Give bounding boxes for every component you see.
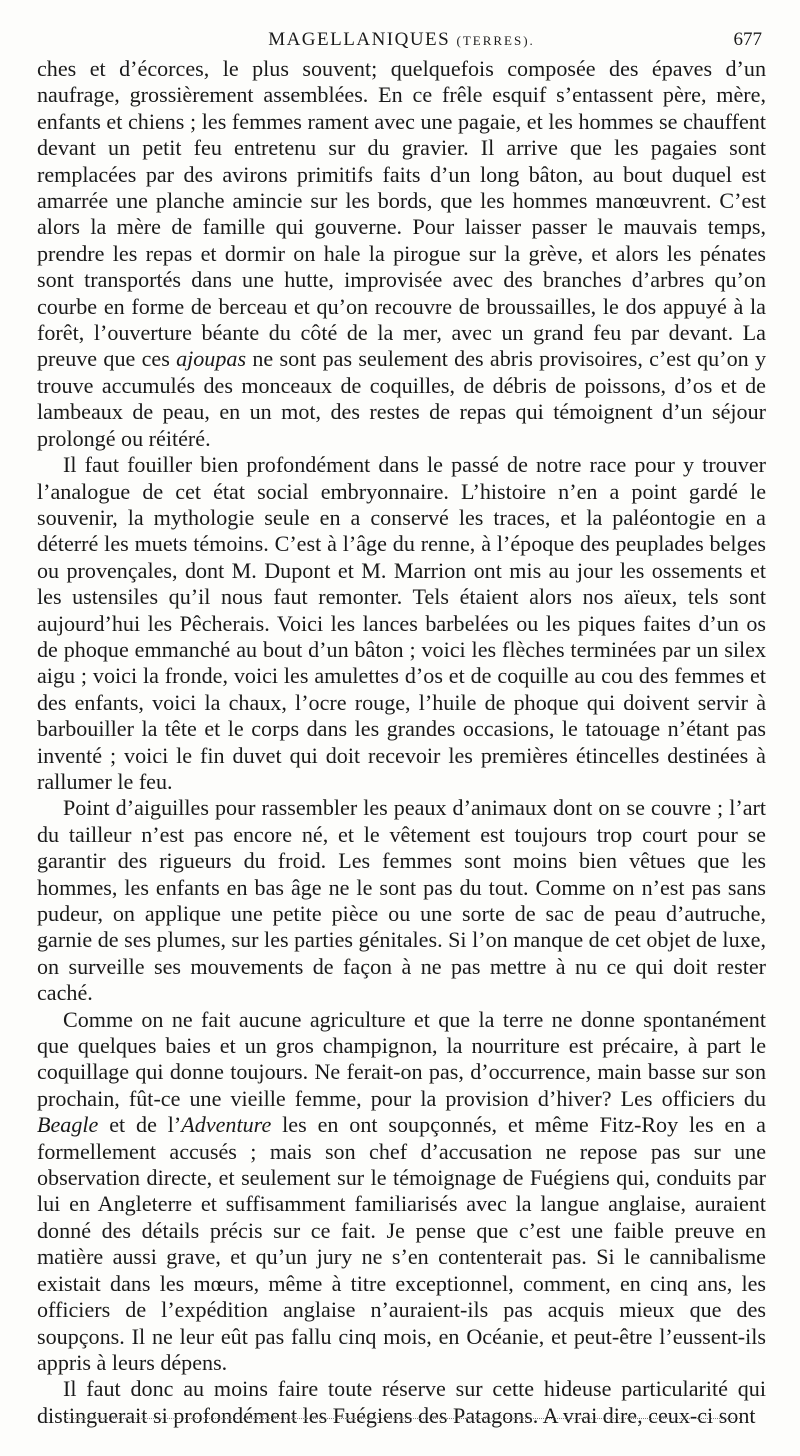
running-header [37,0,766,50]
text-run: et de l’ [98,1112,182,1138]
footer-rule [64,1418,742,1419]
text-run: ches et d’écorces, le plus souvent; quelquefois composée des épaves d’un naufrage, grossièrement assemblées. En ce frêle esquif s’entassent père, mère, enfants et chiens ; les femmes rament avec une pagaie, et les hommes se chauffent devant un petit feu entretenu sur du gravier. Il arrive que les pagaies sont remplacées par des avirons primitifs faits d’un long bâton, au bout duquel est amarrée une planche amincie sur les bords, que les hommes manœuvrent. C’est alors la mère de famille qui gouverne. Pour laisser passer le mauvais temps, prendre les repas et dormir on hale la pirogue sur la grève, et alors les pénates sont transportés dans une hutte, improvisée avec des branches d’arbres qu’on courbe en forme de berceau et qu’on recouvre de broussailles, le dos appuyé à la forêt, l’ouverture béante du côté de la mer, avec un grand feu par devant. La preuve que ces [37,56,766,372]
text-run: Il faut donc au moins faire toute réserve sur cette hideuse particularité qui distinguerait si profondément les Fuégiens des Patagons. A vrai dire, ceux-ci sont [37,1376,766,1428]
text-run: Il faut fouiller bien profondément dans le passé de notre race pour y trouver l’analogue de cet état social embryonnaire. L’histoire n’en a point gardé le souvenir, la mythologie seule en a conservé les traces, et la paléontogie en a déterré les muets témoins. C’est à l’âge du renne, à l’époque des peuplades belges ou provençales, dont M. Dupont et M. Marrion ont mis au jour les ossements et les ustensiles qu’il nous faut remonter. Tels étaient alors nos aïeux, tels sont aujourd’hui les Pêcherais. Voici les lances barbelées ou les piques faites d’un os de phoque emmanché au bout d’un bâton ; voici les flèches terminées par un silex aigu ; voici la fronde, voici les amulettes d’os et de coquille au cou des femmes et des enfants, voici la chaux, l’ocre rouge, l’huile de phoque qui doivent servir à barbouiller la tête et le corps dans les grandes occasions, le tatouage n’étant pas inventé ; voici le fin duvet qui doit recevoir les premières étincelles destinées à rallumer le feu. [37,452,766,794]
page-number: 677 [733,29,762,50]
body-text [37,56,766,1429]
running-title-main: MAGELLANIQUES [268,29,451,50]
italic-text: ajoupas [176,346,247,372]
running-title [37,29,766,51]
italic-text: Beagle [37,1112,99,1138]
italic-text: Adventure [181,1112,272,1138]
paragraph [37,1376,766,1429]
paragraph [37,1007,766,1377]
paragraph [37,795,766,1006]
paragraph [37,452,766,795]
running-title-sub: (TERRES). [456,33,535,48]
text-run: Point d’aiguilles pour rassembler les peaux d’animaux dont on se couvre ; l’art du tailleur n’est pas encore né, et le vêtement est toujours trop court pour se garantir des rigueurs du froid. Les femmes sont moins bien vêtues que les hommes, les enfants en bas âge ne le sont pas du tout. Comme on n’est pas sans pudeur, on applique une petite pièce ou une sorte de sac de peau d’autruche, garnie de ses plumes, sur les parties génitales. Si l’on manque de cet objet de luxe, on surveille ses mouvements de façon à ne pas mettre à nu ce qui doit rester caché. [37,795,766,1006]
paragraph [37,56,766,452]
text-run: les en ont soupçonnés, et même Fitz-Roy les en a formellement accusés ; mais son chef d’accusation ne repose pas sur une observation directe, et seulement sur le témoignage de Fuégiens qui, conduits par lui en Angleterre et suffisamment familiarisés avec la langue anglaise, auraient donné des détails précis sur ce fait. Je pense que c’est une faible preuve en matière aussi grave, et qu’un jury ne s’en contenterait pas. Si le cannibalisme existait dans les mœurs, même à titre exceptionnel, comment, en cinq ans, les officiers de l’expédition anglaise n’auraient-ils pas acquis mieux que des soupçons. Il ne leur eût pas fallu cinq mois, en Océanie, et peut-être l’eussent-ils appris à leurs dépens. [37,1112,766,1375]
text-run: ne sont pas seulement des abris provisoires, c’est qu’on y trouve accumulés des monceaux de coquilles, de débris de poissons, d’os et de lambeaux de peau, en un mot, des restes de repas qui témoignent d’un séjour prolongé ou réitéré. [37,346,767,451]
text-run: Comme on ne fait aucune agriculture et que la terre ne donne spontanément que quelques baies et un gros champignon, la nourriture est précaire, à part le coquillage qui donne toujours. Ne ferait-on pas, d’occurrence, main basse sur son prochain, fût-ce une vieille femme, pour la provision d’hiver? Les officiers du [37,1006,766,1111]
